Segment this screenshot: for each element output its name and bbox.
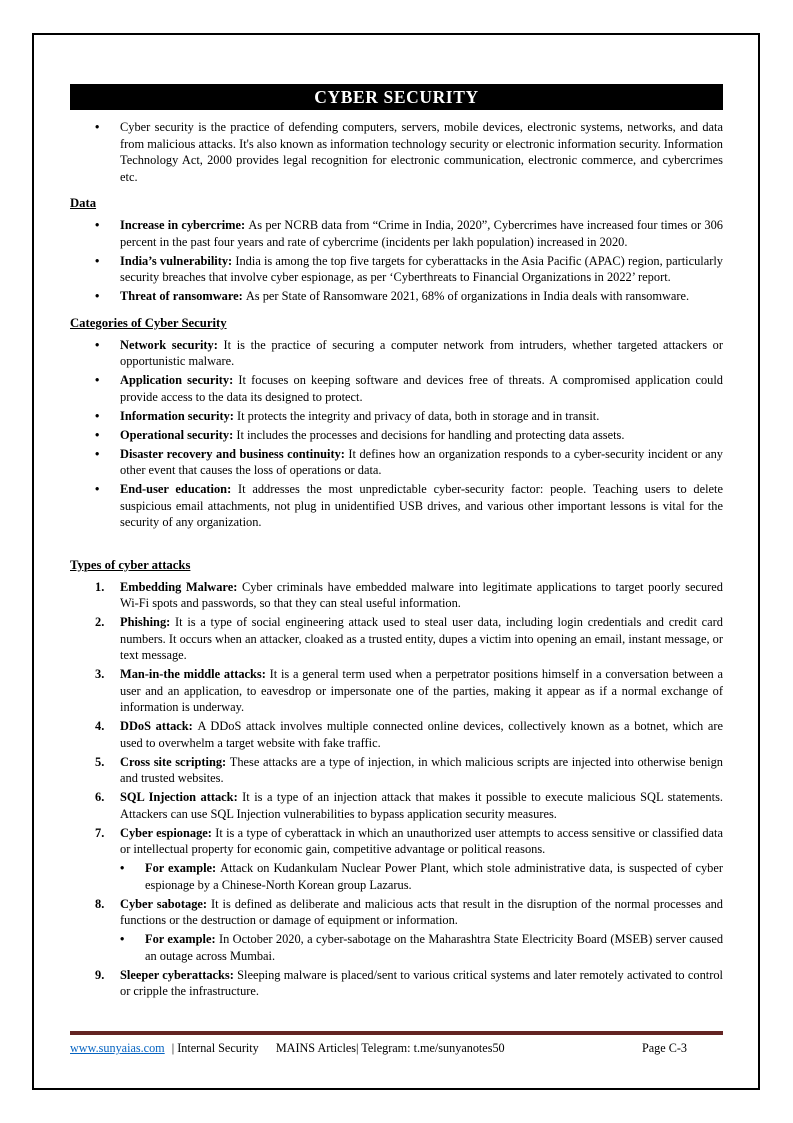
item-text: Operational security: It includes the processes and decisions for handling and protecting data assets. [120,427,625,442]
bullet-icon: • [95,289,100,303]
numbered-item [70,754,723,787]
item-text: Phishing: It is a type of social engineering attack used to steal user data, including login credentials and credit card numbers. It occurs when an attacker, cloaked as a trusted entity, dupes a victim into opening an email, instant message, or text message. [120,615,723,662]
page-title: CYBER SECURITY [314,87,479,107]
item-lead: Sleeper cyberattacks: [120,967,238,982]
item-lead: For example: [145,861,221,875]
footer-row [70,1041,723,1056]
bullet-icon: • [95,427,100,442]
item-text: Network security: It is the practice of securing a computer network from intruders, whether targeted attackers or opportunistic malware. [120,337,723,368]
item-lead: Disaster recovery and business continuity: [120,446,349,461]
item-lead: Embedding Malware: [120,579,242,594]
item-lead: India’s vulnerability: [120,253,236,268]
intro-list [70,119,723,185]
bullet-item [70,337,723,370]
item-lead: DDoS attack: [120,719,198,733]
item-lead: SQL Injection attack: [120,790,243,804]
item-number: 4. [95,719,105,733]
item-number: 3. [95,667,105,681]
bullet-item [70,427,723,444]
bullet-item [70,481,723,531]
section-heading-types: Types of cyber attacks [70,557,191,572]
item-lead: Network security: [120,337,224,352]
sub-bullet-item [95,931,723,964]
item-number: 5. [95,754,105,769]
item-lead: End-user education: [120,482,238,496]
categories-list [70,337,723,531]
bullet-icon: • [95,337,100,352]
footer-page-number: Page C-3 [641,1041,687,1055]
item-text: Application security: It focuses on keeping software and devices free of threats. A compromised application could provide access to the data its designed to protect. [120,373,723,404]
item-text: SQL Injection attack: It is a type of an injection attack that makes it possible to execute malicious SQL statements. Attackers can use SQL Injection vulnerabilities to bypass application security measures. [120,790,723,821]
bullet-item [70,372,723,405]
bullet-icon: • [95,373,100,387]
bullet-item [70,119,723,185]
item-lead: Cross site scripting: [120,754,230,769]
item-text: Man-in-the middle attacks: It is a general term used when a perpetrator positions himself in a conversation between a user and an application, to eavesdrop or impersonate one of the parties, making it appear as if a normal exchange of information is underway. [120,667,723,714]
item-lead: Information security: [120,408,238,423]
item-number: 2. [95,615,105,629]
item-lead: Cyber sabotage: [120,896,211,911]
item-lead: Phishing: [120,615,176,629]
item-number: 1. [95,579,105,594]
bullet-icon: • [120,861,125,875]
numbered-item [70,825,723,858]
bullet-item [70,217,723,250]
bullet-item [70,288,723,305]
numbered-item [70,718,723,751]
item-lead: Increase in cybercrime: [120,218,249,232]
footer [70,1031,723,1056]
item-lead: Application security: [120,373,239,387]
item-text: Disaster recovery and business continuity: It defines how an organization responds to a cyber-security incident or any other event that causes the loss of operations or data. [120,446,723,477]
page-content [70,84,723,1026]
bullet-icon: • [95,408,100,423]
footer-left [70,1041,505,1056]
item-text: Embedding Malware: Cyber criminals have embedded malware into legitimate applications to target poorly secured Wi-Fi spots and passwords, so that they can steal useful information. [120,579,723,610]
item-lead: Man-in-the middle attacks: [120,667,270,681]
footer-text-left: | Internal Security [171,1041,259,1055]
item-number: 6. [95,790,105,804]
item-text: Sleeper cyberattacks: Sleeping malware is placed/sent to various critical systems and later remotely activated to control or cripple the infrastructure. [120,967,723,998]
item-lead: Operational security: [120,427,237,442]
footer-website-link[interactable]: www.sunyaias.com [70,1041,165,1055]
item-text: Threat of ransomware: As per State of Ransomware 2021, 68% of organizations in India deals with ransomware. [120,289,690,303]
item-text: For example: Attack on Kudankulam Nuclear Power Plant, which stole administrative data, is suspected of cyber espionage by a Chinese-North Korean group Lazarus. [145,861,723,892]
bullet-icon: • [95,218,100,232]
item-lead: Threat of ransomware: [120,289,246,303]
numbered-item [70,896,723,929]
item-text: Cross site scripting: These attacks are a type of injection, in which malicious scripts are injected into otherwise benign and trusted websites. [120,754,723,785]
numbered-item [70,789,723,822]
item-number: 8. [95,896,105,911]
item-text: For example: In October 2020, a cyber-sabotage on the Maharashtra State Electricity Board (MSEB) server caused an outage across Mumbai. [145,932,723,963]
bullet-icon: • [120,932,125,946]
section-heading-categories: Categories of Cyber Security [70,315,227,330]
footer-divider [70,1031,723,1035]
data-list [70,217,723,305]
numbered-item [70,666,723,716]
sub-bullet-item [95,860,723,893]
item-text: Increase in cybercrime: As per NCRB data from “Crime in India, 2020”, Cybercrimes have increased four times or 306 percent in the past four years and rate of cybercrime (incidents per lakh population) increased in 2020. [120,218,723,249]
item-number: 9. [95,967,105,982]
item-text: DDoS attack: A DDoS attack involves multiple connected online devices, collectively known as a botnet, which are used to overwhelm a target website with fake traffic. [120,719,723,750]
section-heading-data: Data [70,196,97,210]
numbered-item [70,614,723,664]
item-number: 7. [95,825,105,840]
bullet-icon: • [95,446,100,461]
bullet-item [70,253,723,286]
item-text: Cyber sabotage: It is defined as deliberate and malicious acts that result in the disruption of the normal processes and functions or the destruction or damage of equipment or information. [120,896,723,927]
item-text: Cyber espionage: It is a type of cyberattack in which an unauthorized user attempts to access sensitive or classified data or intellectual property for economic gain, competitive advantage or political reasons. [120,825,723,856]
item-text: Information security: It protects the integrity and privacy of data, both in storage and in transit. [120,408,600,423]
bullet-icon: • [95,482,100,496]
bullet-icon: • [95,120,100,134]
numbered-item [70,579,723,612]
item-text: India’s vulnerability: India is among the top five targets for cyberattacks in the Asia Pacific (APAC) region, particularly security breaches that involve cyber espionage, as per ‘Cyberthreats to Financial Organizations in 2022’ report. [120,253,723,284]
item-lead: For example: [145,932,219,946]
bullet-icon: • [95,253,100,268]
title-bar [70,84,723,110]
bullet-item [70,446,723,479]
item-text: Cyber security is the practice of defending computers, servers, mobile devices, electronic systems, networks, and data from malicious attacks. It's also known as information technology security or electronic information security. Information Technology Act, 2000 provides legal recognition for electronic communication, electronic commerce, and cybercrimes etc. [120,120,723,184]
numbered-item [70,967,723,1000]
footer-text-mid: MAINS Articles| Telegram: t.me/sunyanotes50 [275,1041,505,1055]
bullet-item [70,408,723,425]
types-list [70,579,723,1000]
item-text: End-user education: It addresses the most unpredictable cyber-security factor: people. Teaching users to delete suspicious email attachments, not plug in unidentified USB drives, and various other important lessons is vital for the security of any organization. [120,482,723,529]
item-lead: Cyber espionage: [120,825,216,840]
